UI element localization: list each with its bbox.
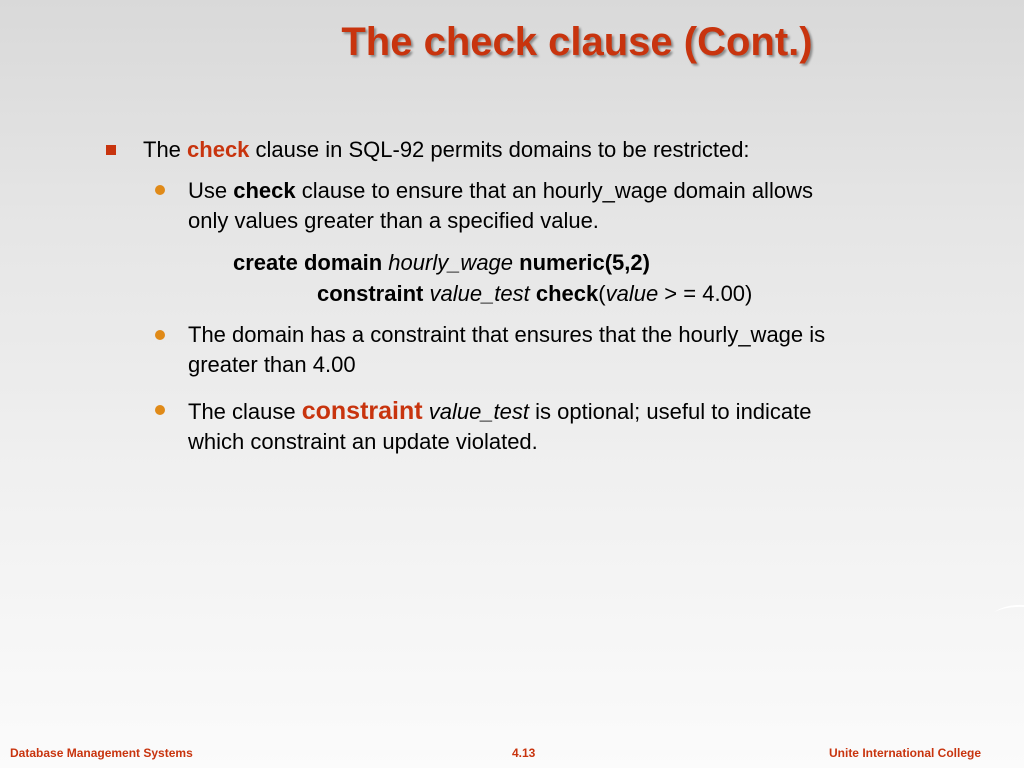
bullet-1-post: clause in SQL-92 permits domains to be restricted: [249,137,750,162]
sub-bullet-2-line-1: The domain has a constraint that ensures that the hourly_wage is [188,322,826,347]
sub-bullet-1-pre: Use [188,178,234,203]
sub-bullet-3-keyword: constraint [301,397,423,425]
footer-institution: Unite International College [828,746,981,760]
bullet-1-pre: The [143,137,188,162]
code-kw-constraint: constraint [317,281,430,306]
sub-bullet-3-line-1 [188,396,812,427]
code-kw-create-domain: create domain [233,250,389,275]
code-var: value [605,281,659,306]
code-type: numeric(5,2) [513,250,650,275]
sub-bullet-3-pre: The clause [188,399,302,424]
slide-title: The check clause (Cont.) [341,20,813,64]
bullet-1 [143,135,750,165]
decorative-swoosh-icon [994,603,1024,613]
code-line-1 [233,248,650,278]
code-line-2 [317,279,752,309]
sub-bullet-2-line-2: greater than 4.00 [188,352,356,377]
code-constraint-name: value_test [429,281,530,306]
sub-bullet-3-post: is optional; useful to indicate [529,399,812,424]
square-bullet-icon [106,145,116,155]
footer-course: Database Management Systems [10,746,193,760]
sub-bullet-1-keyword: check [233,178,296,203]
code-open-paren: ( [598,281,606,306]
sub-bullet-3-name: value_test [422,399,529,424]
dot-bullet-icon [155,330,165,340]
sub-bullet-3-line-2: which constraint an update violated. [188,429,538,454]
sub-bullet-1-line-2: only values greater than a specified value. [188,208,599,233]
bullet-1-keyword: check [187,137,250,162]
code-kw-check: check [529,281,599,306]
code-condition: > = 4.00) [658,281,753,306]
code-domain-name: hourly_wage [388,250,514,275]
sub-bullet-1-line-1 [188,176,813,206]
footer-page-number: 4.13 [512,746,536,760]
sub-bullet-1-post: clause to ensure that an hourly_wage domain allows [295,178,813,203]
dot-bullet-icon [155,405,165,415]
dot-bullet-icon [155,185,165,195]
